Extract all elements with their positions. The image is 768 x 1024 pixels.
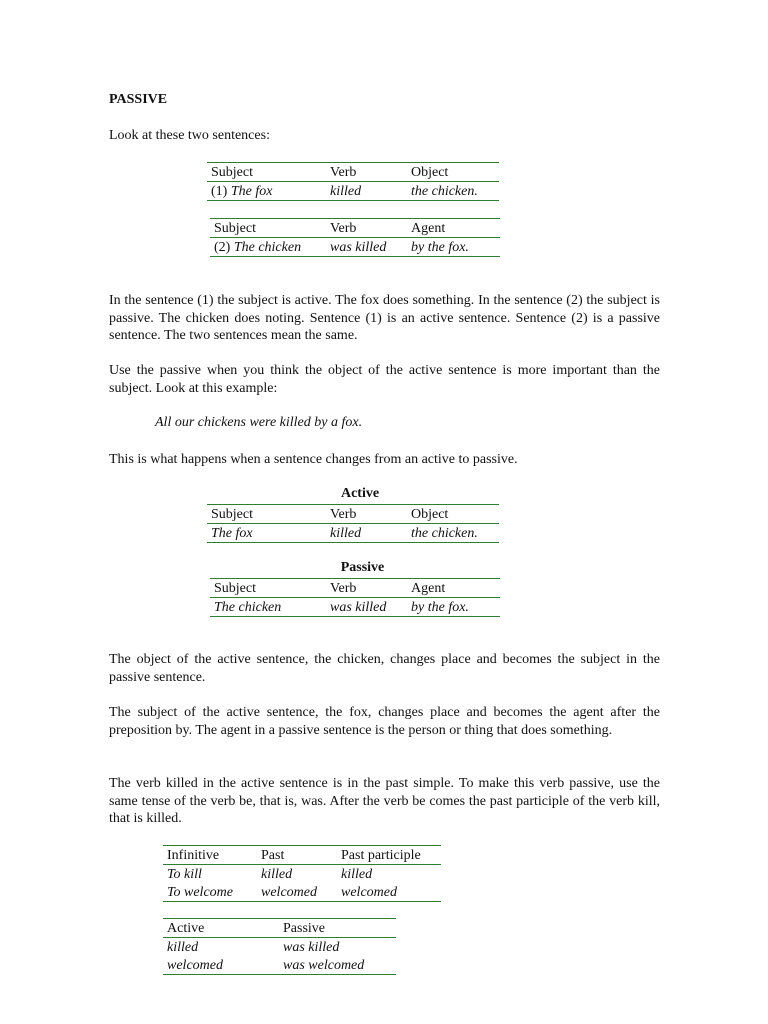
active-caption: Active [340, 486, 380, 501]
table-header: Verb [326, 219, 407, 238]
table-cell: welcomed [163, 956, 279, 975]
table-cell: killed [257, 865, 337, 884]
table-header: Verb [326, 163, 407, 182]
passive-caption: Passive [340, 560, 385, 575]
sentence-table-1 [207, 162, 499, 201]
table-header: Subject [210, 219, 326, 238]
object-cell: the chicken. [407, 182, 499, 201]
table-header: Verb [326, 505, 407, 524]
table-header: Object [407, 163, 499, 182]
page-title: PASSIVE [109, 92, 168, 107]
table-cell: To kill [163, 865, 257, 884]
active-passive-table [163, 918, 396, 975]
table-cell: To welcome [163, 883, 257, 902]
table-row [163, 956, 396, 975]
paragraph-2: Use the passive when you think the object of the active sentence is more important than the subject. Look at this example: [109, 363, 660, 396]
table-cell: welcomed [337, 883, 441, 902]
paragraph-1: In the sentence (1) the subject is active. The fox does something. In the sentence (2) the subject is passive. The chicken does noting. Sentence (1) is an active sentence. Sentence (2) is a passive sentence. The two sentences mean the same. [109, 293, 660, 343]
table-header: Subject [210, 579, 326, 598]
paragraph-4: The object of the active sentence, the chicken, changes place and becomes the subject in the passive sentence. [109, 652, 660, 685]
table-row [163, 883, 441, 902]
verb-cell: killed [326, 524, 407, 543]
table-header: Object [407, 505, 499, 524]
table-header: Past [257, 846, 337, 865]
sentence-number: (2) [214, 240, 234, 255]
table-cell [210, 238, 326, 257]
verb-cell: was killed [326, 598, 407, 617]
table-cell: was killed [279, 938, 396, 957]
table-header: Subject [207, 505, 326, 524]
table-row [163, 865, 441, 884]
table-header: Agent [407, 219, 500, 238]
table-cell: killed [163, 938, 279, 957]
table-header: Verb [326, 579, 407, 598]
subject-cell: The chicken [233, 240, 302, 255]
subject-cell: The fox [207, 524, 326, 543]
subject-cell: The chicken [210, 598, 326, 617]
paragraph-5: The subject of the active sentence, the fox, changes place and becomes the agent after the preposition by. The agent in a passive sentence is the person or thing that does something. [109, 705, 660, 738]
table-header: Agent [407, 579, 500, 598]
verb-cell: killed [326, 182, 407, 201]
object-cell: the chicken. [407, 524, 499, 543]
sentence-table-2 [210, 218, 500, 257]
table-cell: was welcomed [279, 956, 396, 975]
example-sentence: All our chickens were killed by a fox. [155, 415, 363, 430]
table-header: Subject [207, 163, 326, 182]
subject-cell: The fox [230, 184, 273, 199]
active-table [207, 504, 499, 543]
table-header: Passive [279, 919, 396, 938]
table-cell: killed [337, 865, 441, 884]
table-header: Active [163, 919, 279, 938]
passive-table [210, 578, 500, 617]
table-header: Infinitive [163, 846, 257, 865]
verb-forms-table [163, 845, 441, 902]
intro-text: Look at these two sentences: [109, 128, 270, 143]
paragraph-3: This is what happens when a sentence changes from an active to passive. [109, 452, 518, 467]
table-cell [207, 182, 326, 201]
agent-cell: by the fox. [407, 598, 500, 617]
sentence-number: (1) [211, 184, 231, 199]
verb-cell: was killed [326, 238, 407, 257]
table-row [163, 938, 396, 957]
paragraph-6: The verb killed in the active sentence is in the past simple. To make this verb passive, use the same tense of the verb be, that is, was. After the verb be comes the past participle of the verb kill, that is killed. [109, 776, 660, 826]
table-header: Past participle [337, 846, 441, 865]
table-cell: welcomed [257, 883, 337, 902]
agent-cell: by the fox. [407, 238, 500, 257]
